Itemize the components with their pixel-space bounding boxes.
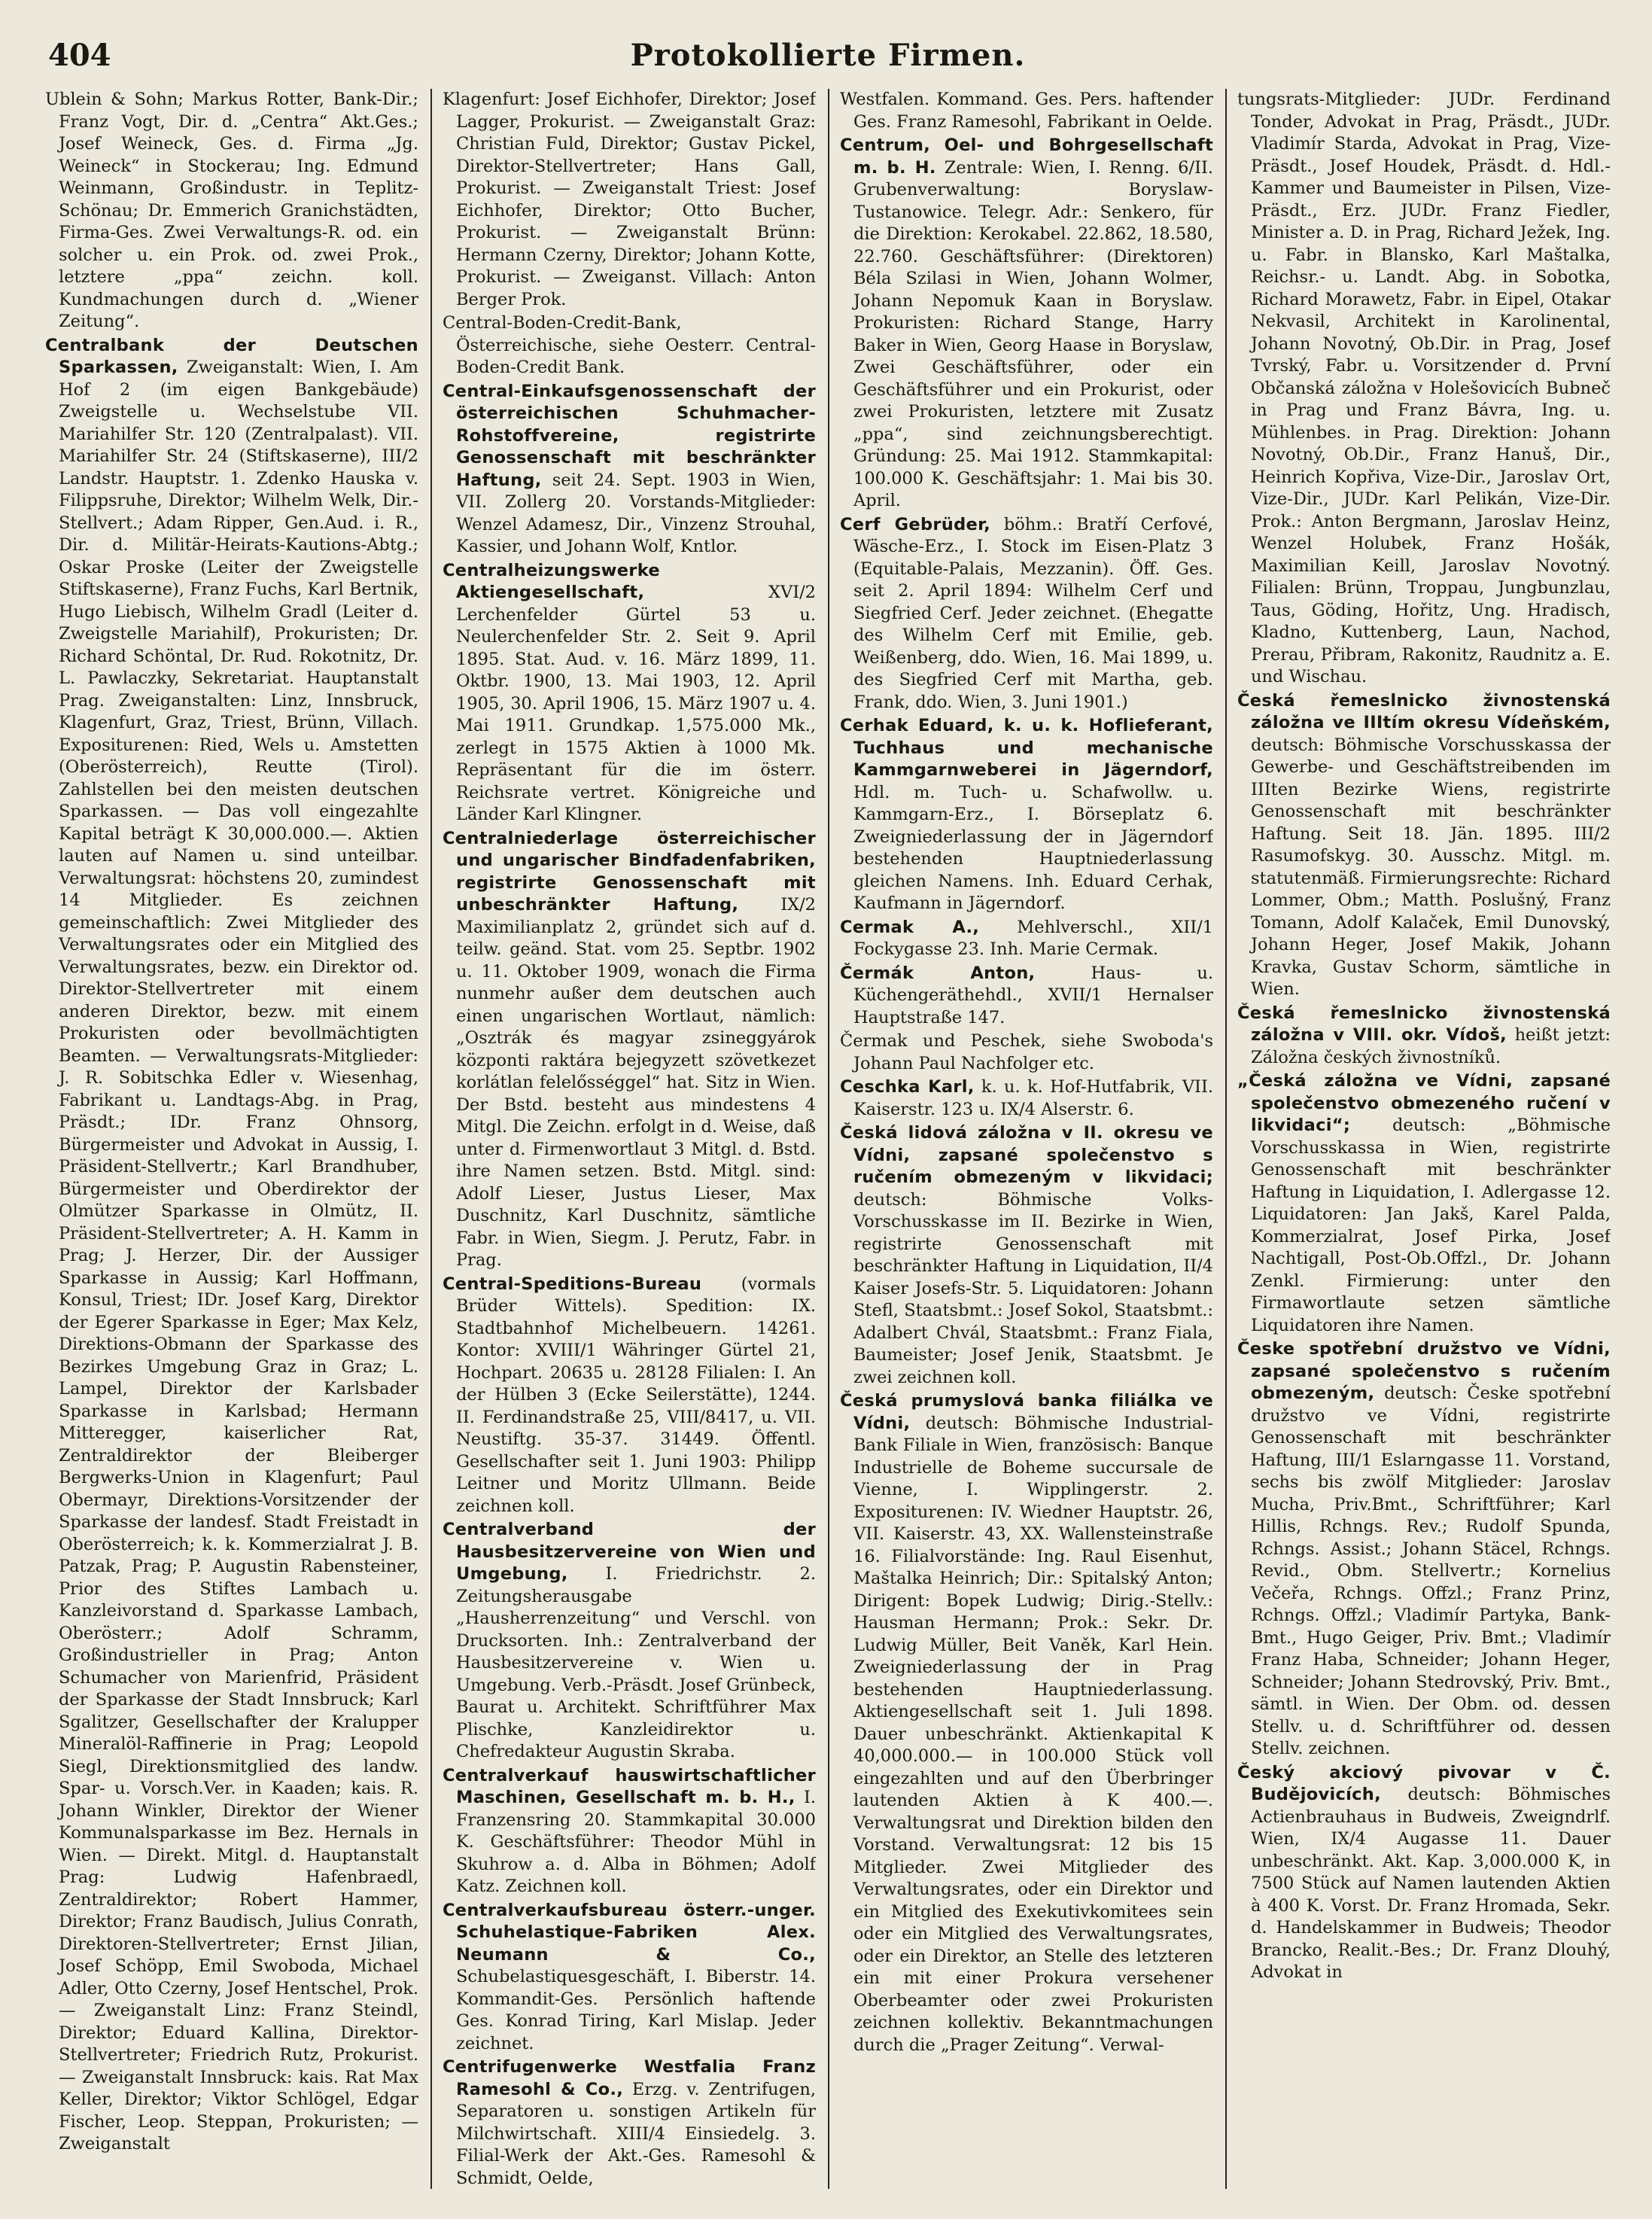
entry-text: deutsch: „Böhmische Vorschusskassa in Wien, registrirte Genossenschaft mit beschränkter Haftung in Liquidation, I. Adlergasse 12. Liquidatoren: Jan Jakš, Karel Palda, Kommerzialrat, Josef Pirka, Josef Nachtigall, Post-Ob.Offzl., Dr. Johann Zenkl. Firmierung: unter den Firmawortlaute setzen sämtliche Liquidatoren ihre Namen. [1251, 1116, 1611, 1335]
entry-text: k. u. k. Hof-Hutfabrik, VII. Kaiserstr. 123 u. IX/4 Alserstr. 6. [853, 1077, 1213, 1119]
firm-name: Central-Einkaufsgenossenschaft der österreichischen Schuhmacher-Rohstoffvereine, registrirte Genossenschaft mit beschränkter Haftung, [443, 381, 816, 490]
entry-text: seit 24. Sept. 1903 in Wien, VII. Zollerg 20. Vorstands-Mitglieder: Wenzel Adamesz, Dir., Vinzenz Strouhal, Kassier, und Johann Wolf, Kntlor. [456, 470, 816, 556]
entry-text: IX/2 Maximilianplatz 2, gründet sich auf d. teilw. geänd. Stat. vom 25. Septbr. 1902 u. 11. Oktober 1909, wonach die Firma nunmehr außer dem deutschen auch einen ungarischen Wortlaut, nämlich: „Osztrák és magyar zsineggyárok központi raktára bejegyzett szövetkezet korlátlan felelősséggel“ hat. Sitz in Wien. Der Bstd. besteht aus mindestens 4 Mitgl. Die Zeichn. erfolgt in d. Weise, daß unter d. Firmenwortlaut 3 Mitgl. d. Bstd. ihre Namen setzen. Bstd. Mitgl. sind: Adolf Lieser, Justus Lieser, Max Duschnitz, Karl Duschnitz, sämtliche Fabr. in Wien, Siegm. J. Perutz, Fabr. in Prag. [456, 895, 816, 1270]
page [45, 38, 1611, 2198]
firm-name: Český akciový pivovar v Č. Budějovicích, [1237, 1762, 1611, 1804]
entry-text: heißt jetzt: Záložna českých živnostníků. [1251, 1025, 1611, 1067]
firm-name: „Česká záložna ve Vídni, zapsané společenstvo obmezeného ručení v likvidaci“; [1237, 1071, 1611, 1135]
firm-name: Centralheizungswerke Aktiengesellschaft, [443, 560, 660, 602]
entry-text: Ublein & Sohn; Markus Rotter, Bank-Dir.; Franz Vogt, Dir. d. „Centra“ Akt.Ges.; Josef Weineck, Ges. d. Firma „Jg. Weineck“ in Stockerau; Ing. Edmund Weinmann, Großindustr. in Teplitz-Schönau; Dr. Emmerich Granichstädten, Firma-Ges. Zwei Verwaltungs-R. od. ein solcher u. ein Prok. od. zwei Prok., letztere „ppa“ zeichn. koll. Kundmachungen durch d. „Wiener Zeitung“. [45, 90, 418, 331]
entry-text: Hdl. m. Tuch- u. Schafwollw. u. Kammgarn-Erz., I. Börseplatz 6. Zweigniederlassung der in Jägerndorf bestehenden Hauptniederlassung gleichen Namens. Inh. Eduard Cerhak, Kaufmann in Jägerndorf. [853, 782, 1213, 913]
entry-text: Central-Boden-Credit-Bank, Österreichische, siehe Oesterr. Central-Boden-Credit Bank. [443, 313, 816, 377]
entry-text: Čermak und Peschek, siehe Swoboda's Johann Paul Nachfolger etc. [840, 1031, 1213, 1073]
entry-text: Zweiganstalt: Wien, I. Am Hof 2 (im eigen Bankgebäude) Zweigstelle u. Wechselstube VII. Mariahilfer Str. 120 (Zentralpalast). VII. Mariahilfer Str. 24 (Stiftskaserne), III/2 Landstr. Hauptstr. 1. Zdenko Hauska v. Filippsruhe, Direktor; Wilhelm Welk, Dir.-Stellvert.; Adam Ripper, Gen.Aud. i. R., Dir. d. Militär-Heirats-Kautions-Abtg.; Oskar Proske (Leiter der Zweigstelle Stiftskaserne), Franz Fuchs, Karl Bertnik, Hugo Liebisch, Wilhelm Gradl (Leiter d. Zweigstelle Mariahilf), Prokuristen; Dr. Richard Schöntal, Dr. Rud. Rokotnitz, Dr. L. Pawlaczky, Sekretariat. Hauptanstalt Prag. Zweiganstalten: Linz, Innsbruck, Klagenfurt, Graz, Triest, Brünn, Villach. Expositurenen: Ried, Wels u. Amstetten (Oberösterreich), Reutte (Tirol). Zahlstellen bei den meisten deutschen Sparkassen. — Das voll eingezahlte Kapital beträgt K 30,000.000.—. Aktien lauten auf Namen u. sind unteilbar. Verwaltungsrat: höchstens 20, zumindest 14 Mitglieder. Es zeichnen gemeinschaftlich: Zwei Mitglieder des Verwaltungsrates oder ein Mitglied des Verwaltungsrates, bezw. ein Direktor od. Direktor-Stellvertreter mit einem anderen Direktor, bezw. mit einem Prokuristen oder bevollmächtigten Beamten. — Verwaltungsrats-Mitglieder: J. R. Sobitschka Edler v. Wiesenhag, Fabrikant u. Landtags-Abg. in Prag, Präsdt.; IDr. Franz Ohnsorg, Bürgermeister und Advokat in Aussig, I. Präsident-Stellvertr.; Karl Brandhuber, Bürgermeister und Oberdirektor der Olmützer Sparkasse in Olmütz, II. Präsident-Stellvertreter; A. H. Kamm in Prag; J. Herzer, Dir. der Aussiger Sparkasse in Aussig; Karl Hoffmann, Konsul, Triest; IDr. Josef Karg, Direktor der Egerer Sparkasse in Eger; Max Kelz, Direktions-Obmann der Sparkasse des Bezirkes Umgebung Graz in Graz; L. Lampel, Direktor der Karlsbader Sparkasse in Karlsbad; Hermann Mitteregger, kaiserlicher Rat, Zentraldirektor der Bleiberger Bergwerks-Union in Klagenfurt; Paul Obermayr, Direktions-Vorsitzender der Sparkasse der landesf. Stadt Freistadt in Oberösterreich; k. k. Kommerzialrat J. B. Patzak, Prag; P. Augustin Rabensteiner, Prior des Stiftes Lambach u. Kanzleivorstand d. Sparkasse Lambach, Oberösterr.; Adolf Schramm, Großindustrieller in Prag; Anton Schumacher von Marienfrid, Präsident der Sparkasse der Stadt Innsbruck; Karl Sgalitzer, Gesellschafter der Kralupper Mineralöl-Raffinerie in Prag; Leopold Siegl, Direktionsmitglied des landw. Spar- u. Vorsch.Ver. in Kaaden; kais. R. Johann Winkler, Direktor der Wiener Kommunalsparkasse im Bez. Hernals in Wien. — Direkt. Mitgl. d. Hauptanstalt Prag: Ludwig Hafenbraedl, Zentraldirektor; Robert Hammer, Direktor; Franz Baudisch, Julius Conrath, Direktoren-Stellvertreter; Ernst Jilian, Josef Schöpp, Emil Swoboda, Michael Adler, Otto Czerny, Josef Hentschel, Prok. — Zweiganstalt Linz: Franz Steindl, Direktor; Eduard Kallina, Direktor-Stellvertreter; Friedrich Rutz, Prokurist. — Zweiganstalt Innsbruck: kais. Rat Max Keller, Direktor; Viktor Schlögel, Edgar Fischer, Leop. Steppan, Prokuristen; — Zweiganstalt [59, 358, 418, 2154]
firm-name: Cermak A., [840, 917, 980, 937]
entry-text: Haus- u. Küchengeräthehdl., XVII/1 Hernalser Hauptstraße 147. [853, 963, 1213, 1027]
firm-name: Centrifugenwerke Westfalia Franz Ramesohl & Co., [443, 2057, 816, 2099]
page-header [45, 38, 1611, 78]
entry-text: deutsch: Böhmische Industrial-Bank Filiale in Wien, französisch: Banque Industrielle de Boheme succursale de Vienne, I. Wipplingerstr. 2. Expositurenen: IV. Wiedner Hauptstr. 26, VII. Kaiserstr. 43, XX. Wallensteinstraße 16. Filialvorstände: Ing. Raul Eisenhut, Maštalka Heinrich; Dir.: Spitalský Anton; Dirigent: Bopek Ludwig; Dirig.-Stellv.: Hausman Hermann; Prok.: Sekr. Dr. Ludwig Müller, Beit Vaněk, Karl Hein. Zweigniederlassung der in Prag bestehenden Hauptniederlassung. Aktiengesellschaft seit 1. Juli 1898. Dauer unbeschränkt. Aktienkapital K 40,000.000.— in 100.000 Stück voll eingezahlten und auf den Überbringer lautenden Aktien à K 400.—. Verwaltungsrat und Direktion bilden den Vorstand. Verwaltungsrat: 12 bis 15 Mitglieder. Zwei Mitglieder des Verwaltungsrates, oder ein Direktor und ein Mitglied des Exekutivkomitees sein oder ein Mitglied des Verwaltungsrates, oder ein Direktor, an Stelle des letzteren ein mit einer Prokura versehener Oberbeamter oder zwei Prokuristen zeichnen kollektiv. Bekanntmachungen durch die „Prager Zeitung“. Verwal- [853, 1413, 1213, 2055]
firm-name: Česká řemeslnicko živnostenská záložna v VIII. okr. Vídoš, [1237, 1003, 1611, 1045]
page-title: Protokollierte Firmen. [630, 38, 1026, 73]
firm-name: Cerf Gebrüder, [840, 514, 991, 534]
entry-text: I. Franzensring 20. Stammkapital 30.000 K. Geschäftsführer: Theodor Mühl in Skuhrow a. d. Alba in Böhmen; Adolf Katz. Zeichnen koll. [456, 1788, 816, 1896]
page-number: 404 [48, 38, 111, 73]
entry-text: deutsch: Česke spotřební družstvo ve Vídni, registrirte Genossenschaft mit beschränkter Haftung, III/1 Eslarngasse 11. Vorstand, sechs bis zwölf Mitglieder: Jaroslav Mucha, Priv.Bmt., Schriftführer; Karl Hillis, Rchngs. Rev.; Rudolf Spunda, Rchngs. Assist.; Johann Stäcel, Rchngs. Revid., Obm. Stellvertr.; Kornelius Večeřa, Rchngs. Offzl.; Franz Prinz, Rchngs. Offzl.; Vladimír Partyka, Bank-Bmt., Hugo Geiger, Priv. Bmt.; Vladimír Franz Haba, Schneider; Johann Heger, Schneider; Johann Stedrovský, Priv. Bmt., sämtl. in Wien. Der Obm. od. dessen Stellv. u. d. Schriftführer od. dessen Stellv. zeichnen. [1251, 1383, 1611, 1758]
firm-name: Čermák Anton, [840, 963, 1036, 983]
firm-name: Central-Speditions-Bureau [443, 1274, 702, 1294]
entry-text: I. Friedrichstr. 2. Zeitungsherausgabe „Hausherrenzeitung“ und Verschl. von Drucksorten. Inh.: Zentralverband der Hausbesitzervereine v. Wien u. Umgebung. Verb.-Präsdt. Josef Grünbeck, Baurat u. Architekt. Schriftführer Max Plischke, Kanzleidirektor u. Chefredakteur Augustin Skraba. [456, 1564, 816, 1761]
entry-text: deutsch: Böhmisches Actienbrauhaus in Budweis, Zweigndrlf. Wien, IX/4 Augasse 11. Dauer unbeschränkt. Akt. Kap. 3,000.000 K, in 7500 Stück auf Namen lautenden Aktien à 400 K. Vorst. Dr. Franz Hromada, Sekr. d. Handelskammer in Budweis; Theodor Brancko, Realit.-Bes.; Dr. Franz Dlouhý, Advokat in [1251, 1785, 1611, 1982]
firm-name: Centralniederlage österreichischer und ungarischer Bindfadenfabriken, registrirte Genossenschaft mit unbeschränkter Haftung, [443, 828, 816, 915]
entry-text: XVI/2 Lerchenfelder Gürtel 53 u. Neulerchenfelder Str. 2. Seit 9. April 1895. Stat. Aud. v. 16. März 1899, 11. Oktbr. 1900, 13. Mai 1903, 12. April 1905, 30. April 1906, 15. März 1907 u. 4. Mai 1911. Grundkap. 1,575.000 Mk., zerlegt in 1575 Aktien à 1000 Mk. Repräsentant für die im österr. Reichsrate vertret. Königreiche und Länder Karl Klingner. [456, 583, 816, 824]
entry-text: böhm.: Bratří Cerfové, Wäsche-Erz., I. Stock im Eisen-Platz 3 (Equitable-Palais, Mezzanin). Öff. Ges. seit 2. April 1894: Wilhelm Cerf und Siegfried Cerf. Jeder zeichnet. (Ehegatte des Wilhelm Cerf mit Emilie, geb. Weißenberg, ddo. Wien, 16. Mai 1899, u. des Siegfried Cerf mit Martha, geb. Frank, ddo. Wien, 3. Juni 1901.) [853, 514, 1213, 712]
firm-name: Centralverband der Hausbesitzervereine von Wien und Umgebung, [443, 1520, 816, 1584]
entry-text: Mehlverschl., XII/1 Fockygasse 23. Inh. Marie Cermak. [853, 917, 1213, 959]
entry-text: tungsrats-Mitglieder: JUDr. Ferdinand Tonder, Advokat in Prag, Präsdt., JUDr. Vladimír Starda, Advokat in Prag, Vize-Präsdt., Josef Houdek, Präsdt. d. Hdl.-Kammer und Baumeister in Pilsen, Vize-Präsdt., Erz. JUDr. Franz Fiedler, Minister a. D. in Prag, Richard Ježek, Ing. u. Fabr. in Blansko, Karl Maštalka, Reichsr.- u. Landt. Abg. in Sobotka, Richard Morawetz, Fabr. in Eipel, Otakar Nekvasil, Architekt in Karolinental, Johann Novotný, Ob.Dir. in Prag, Josef Tvrský, Fabr. u. Vorsitzender d. První Občanská záložna v Holešovicích Bubneč in Prag und Franz Bávra, Ing. u. Mühlenbes. in Prag. Direktion: Johann Novotný, Ob.Dir., Franz Hanuš, Dir., Heinrich Kopřiva, Vize-Dir., Jaroslav Ort, Vize-Dir., JUDr. Karl Pelikán, Vize-Dir. Prok.: Anton Bergmann, Jaroslav Heinz, Wenzel Holubek, Franz Hošák, Maximilian Keill, Jaroslav Novotný. Filialen: Brünn, Troppau, Jungbunzlau, Taus, Göding, Hořitz, Ung. Hradisch, Kladno, Kuttenberg, Laun, Nachod, Prerau, Přibram, Rakonitz, Raudnitz a. E. und Wischau. [1237, 90, 1611, 686]
entry-text: Erzg. v. Zentrifugen, Separatoren u. sonstigen Artikeln für Milchwirtschaft. XIII/4 Einsiedelg. 3. Filial-Werk der Akt.-Ges. Ramesohl & Schmidt, Oelde, [456, 2079, 816, 2188]
entry-text: deutsch: Böhmische Volks-Vorschusskasse im II. Bezirke in Wien, registrirte Genossenschaft mit beschränkter Haftung in Liquidation, II/4 Kaiser Josefs-Str. 5. Liquidatoren: Johann Stefl, Staatsbmt.: Josef Sokol, Staatsbmt.: Adalbert Chvál, Staatsbmt.: Franz Fiala, Baumeister; Josef Jenik, Staatsbmt. Je zwei zeichnen koll. [853, 1189, 1213, 1387]
entry-text: Westfalen. Kommand. Ges. Pers. haftender Ges. Franz Ramesohl, Fabrikant in Oelde. [840, 90, 1213, 132]
firm-name: Česke spotřební družstvo ve Vídni, zapsané společenstvo s ručením obmezeným, [1237, 1339, 1611, 1403]
firm-name: Centrum, Oel- und Bohrgesellschaft m. b. H. [840, 135, 1213, 178]
entry-text: Schubelastiquesgeschäft, I. Biberstr. 14. Kommandit-Ges. Persönlich haftende Ges. Konrad Tiring, Karl Mislap. Jeder zeichnet. [456, 1967, 816, 2053]
entry-text: (vormals Brüder Wittels). Spedition: IX. Stadtbahnhof Michelbeuern. 14261. Kontor: XVIII/1 Währinger Gürtel 21, Hochpart. 20635 u. 28128 Filialen: I. An der Hülben 3 (Ecke Seilerstätte), 1244. II. Ferdinandstraße 25, VIII/8417, u. VII. Neustiftg. 35-37. 31449. Öffentl. Gesellschafter seit 1. Juni 1903: Philipp Leitner und Moritz Ullmann. Beide zeichnen koll. [456, 1274, 816, 1516]
firm-name: Centralverkauf hauswirtschaftlicher Maschinen, Gesellschaft m. b. H., [443, 1765, 816, 1807]
entry-text: Klagenfurt: Josef Eichhofer, Direktor; Josef Lagger, Prokurist. — Zweiganstalt Graz: Christian Fuld, Direktor; Gustav Pickel, Direktor-Stellvertreter; Hans Gall, Prokurist. — Zweiganstalt Triest: Josef Eichhofer, Direktor; Otto Bucher, Prokurist. — Zweiganstalt Brünn: Hermann Czerny, Direktor; Johann Kotte, Prokurist. — Zweiganst. Villach: Anton Berger Prok. [443, 90, 816, 309]
firm-name: Ceschka Karl, [840, 1077, 975, 1097]
firm-name: Česká řemeslnicko živnostenská záložna ve IIItím okresu Vídeňském, [1237, 690, 1611, 732]
firm-name: Centralverkaufsbureau österr.-unger. Schuhelastique-Fabriken Alex. Neumann & Co., [443, 1900, 816, 1965]
firm-name: Centralbank der Deutschen Sparkassen, [45, 335, 418, 377]
firm-name: Česká lidová záložna v II. okresu ve Vídni, zapsané společenstvo s ručením obmezeným v likvidaci; [840, 1123, 1213, 1187]
entry-text: Zentrale: Wien, I. Renng. 6/II. Grubenverwaltung: Boryslaw-Tustanowice. Telegr. Adr.: Senkero, für die Direktion: Kerokabel. 22.862, 18.580, 22.760. Geschäftsführer: (Direktoren) Béla Szilasi in Wien, Johann Wolmer, Johann Nepomuk Kaan in Boryslaw. Prokuristen: Richard Stange, Harry Baker in Wien, Georg Haase in Boryslaw, Zwei Geschäftsführer, oder ein Geschäftsführer und ein Prokurist, oder zwei Prokuristen, letztere mit Zusatz „ppa“, sind zeichnungsberechtigt. Gründung: 25. Mai 1912. Stammkapital: 100.000 K. Geschäftsjahr: 1. Mai bis 30. April. [853, 157, 1213, 510]
firm-name: Česká prumyslová banka filiálka ve Vídni, [840, 1391, 1213, 1433]
entry-text: deutsch: Böhmische Vorschusskassa der Gewerbe- und Geschäftstreibenden im IIIten Bezirke Wiens, registrirte Genossenschaft mit beschränkter Haftung. Seit 18. Jän. 1895. III/2 Rasumofskyg. 30. Ausschz. Mitgl. m. statutenmäß. Firmierungsrechte: Richard Lommer, Obm.; Matth. Poslušný, Franz Tomann, Adolf Kalaček, Emil Dunovský, Johann Heger, Josef Makik, Johann Kravka, Gustav Schorm, sämtliche in Wien. [1251, 735, 1611, 999]
firm-name: Cerhak Eduard, k. u. k. Hoflieferant, Tuchhaus und mechanische Kammgarnweberei in Jägerndorf, [840, 716, 1213, 780]
